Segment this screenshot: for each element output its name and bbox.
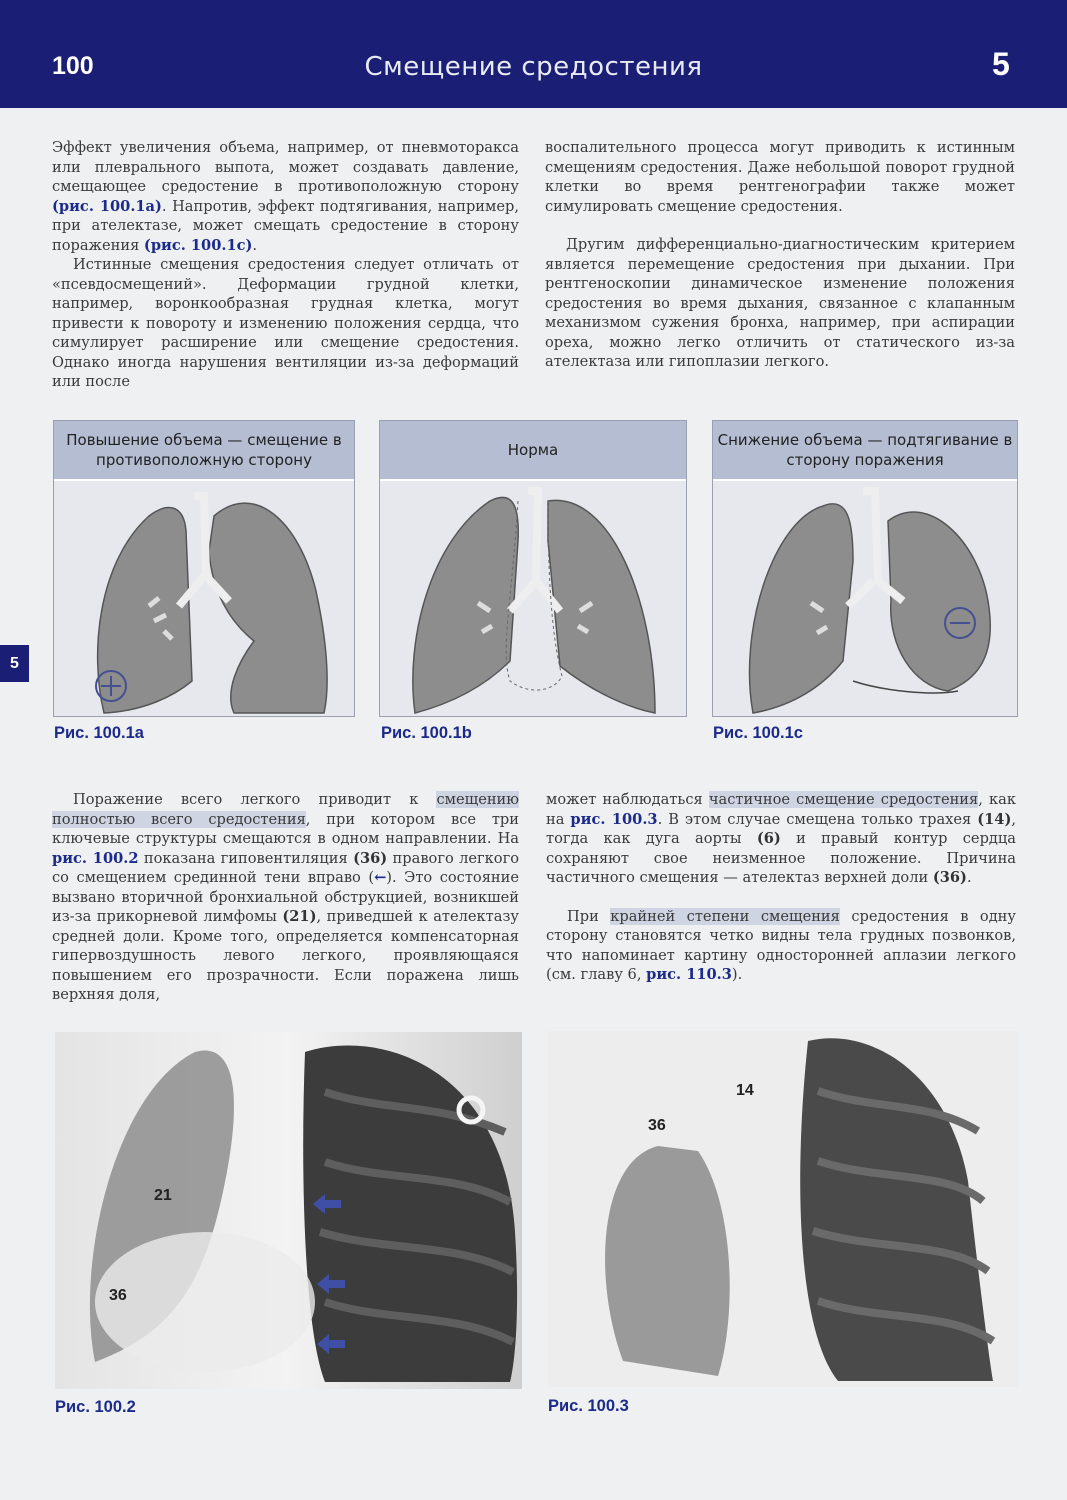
highlighted-term: крайней степени смещения — [610, 907, 840, 925]
text-column-bottom-right — [546, 790, 1016, 985]
figure-caption: Рис. 100.1b — [381, 724, 472, 742]
figure-header: Повышение объема — смещение в противоположную сторону — [54, 421, 354, 481]
xray-label: 21 — [154, 1187, 172, 1204]
figure-header: Снижение объема — подтягивание в сторону поражения — [713, 421, 1017, 481]
figure-reference[interactable]: рис. 100.3 — [570, 810, 658, 828]
lung-diagram-normal — [380, 481, 686, 716]
xray-image-100-2 — [55, 1032, 522, 1389]
figure-caption: Рис. 100.1c — [713, 724, 803, 742]
text-column-top-right — [545, 138, 1015, 372]
page-header — [0, 0, 1067, 108]
chapter-side-tab: 5 — [0, 645, 29, 682]
page-title: Смещение средостения — [364, 52, 703, 82]
paragraph: Истинные смещения средостения следует отличать от «псевдосмещений». Деформации грудной клетки, например, воронкообразная грудная клетка, могут привести к повороту и изменению положения сердца, что симулирует расширение или смещение средостения. Однако иногда нарушения вентиляции из-за деформаций или после — [52, 256, 519, 390]
paragraph: Эффект увеличения объема, например, от пневмоторакса или плеврального выпота, может создавать давление, смещающее средостение в противоположную сторону (рис. 100.1a). Напротив, эффект подтягивания, например, при ателектазе, может смещать средостение в сторону поражения (рис. 100.1c). — [52, 139, 519, 254]
figure-normal — [379, 420, 687, 717]
figure-caption: Рис. 100.2 — [55, 1398, 136, 1416]
page-number: 100 — [52, 52, 94, 80]
figure-caption: Рис. 100.3 — [548, 1397, 629, 1415]
lung-diagram-shift — [54, 481, 354, 716]
figure-increased-volume — [53, 420, 355, 717]
xray-image-100-3 — [548, 1031, 1018, 1387]
paragraph: Поражение всего легкого приводит к смещению полностью всего средостения, при котором все три ключевые структуры смещаются в одном направлении. На рис. 100.2 показана гиповентиляция (36) правого легкого со смещением срединной тени вправо (←). Это состояние вызвано вторичной бронхиальной обструкцией, возникшей из-за прикорневой лимфомы (21), приведшей к ателектазу средней доли. Кроме того, определяется компенсаторная гипервоздушность левого легкого, проявляющаяся повышением его прозрачности. Если поражена лишь верхняя доля, — [52, 791, 519, 1003]
highlighted-term: частичное смещение средостения — [708, 791, 979, 808]
chapter-number: 5 — [992, 46, 1010, 82]
figure-decreased-volume — [712, 420, 1018, 717]
paragraph: Другим дифференциально-диагностическим критерием является перемещение средостения при дыхании. При рентгеноскопии динамическое изменение положения средостения во время дыхания, связанное с клапанным механизмом сужения бронха, например, при аспирации ореха, можно легко отличить от статического из-за ателектаза или гипоплазии легкого. — [545, 236, 1015, 370]
xray-label: 36 — [109, 1287, 127, 1304]
xray-label: 36 — [648, 1117, 666, 1134]
xray-label: 14 — [736, 1082, 754, 1099]
highlighted-term: смещению полностью всего средостения — [52, 791, 519, 828]
figure-reference[interactable]: (рис. 100.1c) — [143, 236, 253, 254]
figure-reference[interactable]: рис. 110.3 — [646, 966, 732, 983]
arrow-left-icon: ← — [374, 869, 387, 886]
figure-caption: Рис. 100.1a — [54, 724, 144, 742]
text-column-top-left — [52, 138, 519, 392]
paragraph: При крайней степени смещения средостения в одну сторону становятся четко видны тела грудных позвонков, что напоминает картину односторонней аплазии легкого (см. главу 6, рис. 110.3). — [546, 907, 1016, 983]
lung-diagram-pull — [713, 481, 1017, 716]
figure-reference[interactable]: (рис. 100.1a) — [52, 197, 162, 215]
paragraph: воспалительного процесса могут приводить к истинным смещениям средостения. Даже небольшой поворот грудной клетки во время рентгенографии также может симулировать смещение средостения. — [545, 139, 1015, 215]
figure-header: Норма — [380, 421, 686, 481]
figure-reference[interactable]: рис. 100.2 — [52, 849, 139, 867]
text-column-bottom-left — [52, 790, 519, 1005]
paragraph: может наблюдаться частичное смещение средостения, как на рис. 100.3. В этом случае смещена только трахея (14), тогда как дуга аорты (6) и правый контур сердца сохраняют свое неизменное положение. Причина частичного смещения — ателектаз верхней доли (36). — [546, 791, 1016, 886]
